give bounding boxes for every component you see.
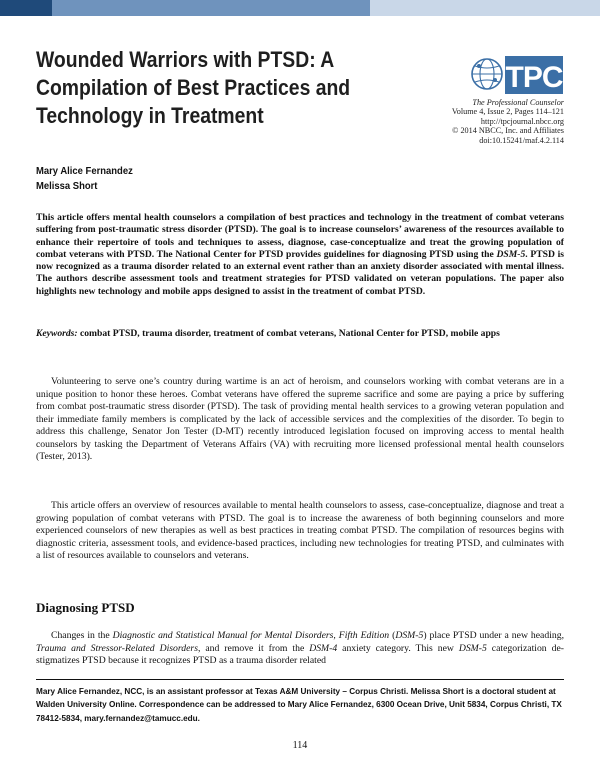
body-paragraph: This article offers an overview of resources available to mental health counselors to assess, case-conceptualize, diagnose and treat a growing population of combat veterans with PTSD. The goal is to increase the awareness of both beginning counselors and more experienced counselors of new therapies as well as best practices in treating combat PTSD. The compilation of resources begins with diagnostic criteria, assessment tools, and evidence-based practices, including new technologies for treating PTSD, and culminates with a list of resources available to counselors and veterans. <box>36 500 564 562</box>
text-run: anxiety category. This new <box>337 642 459 654</box>
author-name: Melissa Short <box>36 180 98 192</box>
abstract-text: This article offers mental health counselors a compilation of best practices and technology in the treatment of combat veterans suffering from post-traumatic stress disorder (PTSD). The goal is to increase counselors’ awareness of the resources available to enhance their repertoire of tools and techniques to assess, diagnose, case-conceptualize and treat the growing population of combat veterans with PTSD. The National Center for PTSD provides guidelines for diagnosing PTSD using the <box>36 212 564 260</box>
text-run-italic: DSM-5 <box>458 642 487 654</box>
body-paragraph <box>36 630 564 668</box>
header-bar-light-segment <box>370 0 600 16</box>
article-title: Wounded Warriors with PTSD: A Compilation of Best Practices and Technology in Treatment <box>36 47 351 128</box>
author-list <box>36 164 133 194</box>
body-paragraph: Volunteering to serve one’s country during wartime is an act of heroism, and counselors working with combat veterans are in a unique position to honor these heroes. Combat veterans have offered the supreme sacrifice and some are paying a price by suffering from combat post-traumatic stress disorder (PTSD). The task of providing mental health services to a growing veteran population and their immediate family members is complicated by the lack of accessible services and the complexities of the disorder. To begin to address this challenge, Senator Jon Tester (D-MT) recently introduced legislation focused on improving access to mental health counselors by tasking the Department of Veterans Affairs (VA) with recruiting more licensed professional mental health counselors (Tester, 2013). <box>36 376 564 463</box>
header-color-bar <box>0 0 600 16</box>
journal-name: The Professional Counselor <box>472 98 564 107</box>
logo-text: TPC <box>505 61 563 94</box>
journal-doi[interactable]: doi:10.15241/maf.4.2.114 <box>479 135 564 145</box>
header-bar-dark-segment <box>0 0 52 16</box>
keywords-label: Keywords: <box>36 328 78 339</box>
section-heading: Diagnosing PTSD <box>36 600 135 615</box>
keywords-text: combat PTSD, trauma disorder, treatment of combat veterans, National Center for PTSD, mobile apps <box>77 328 500 339</box>
author-name: Mary Alice Fernandez <box>36 165 133 177</box>
text-run-italic: DSM-5 <box>395 630 424 641</box>
text-run: Changes in the <box>51 630 113 641</box>
journal-citation-block <box>394 98 564 145</box>
text-run-italic: Diagnostic and Statistical Manual for Mental Disorders, Fifth Edition <box>112 630 390 641</box>
abstract-text-continued: . PTSD is now recognized as a trauma disorder related to an external event rather than an anxiety disorder associated with mental illness. The authors describe assessment tools and treatment strategies for PTSD validated on veteran populations. The paper also highlights new technology and mobile apps designed to assist in the treatment of combat PTSD. <box>36 248 565 297</box>
journal-volume: Volume 4, Issue 2, Pages 114–121 <box>451 107 564 117</box>
text-run-italic: Trauma and Stressor-Related Disorders <box>36 642 198 654</box>
abstract <box>36 212 564 298</box>
page-number: 114 <box>292 740 308 751</box>
text-run: categorization de-stigmatizes PTSD because it recognizes PTSD as a trauma disorder related <box>36 642 564 667</box>
text-run-italic: DSM-4 <box>309 642 338 654</box>
journal-copyright: © 2014 NBCC, Inc. and Affiliates <box>452 126 564 136</box>
header-bar-mid-segment <box>52 0 370 16</box>
text-run: ) place PTSD under a new heading, <box>423 630 564 641</box>
text-run: , and remove it from the <box>197 642 310 654</box>
text-run: ( <box>389 630 396 641</box>
journal-logo <box>467 52 564 97</box>
footnote-divider <box>36 679 564 680</box>
author-footnote: Mary Alice Fernandez, NCC, is an assistant professor at Texas A&M University – Corpus Christi. Melissa Short is a doctoral student at Walden University Online. Correspondence can be addressed to Mary Alice Fernandez, 6300 Ocean Drive, Unit 5834, Corpus Christi, TX 78412-5834, mary.fernandez@tamucc.edu. <box>36 687 562 723</box>
abstract-italic: DSM-5 <box>496 248 526 260</box>
keywords <box>36 328 578 340</box>
journal-url[interactable]: http://tpcjournal.nbcc.org <box>480 116 564 126</box>
